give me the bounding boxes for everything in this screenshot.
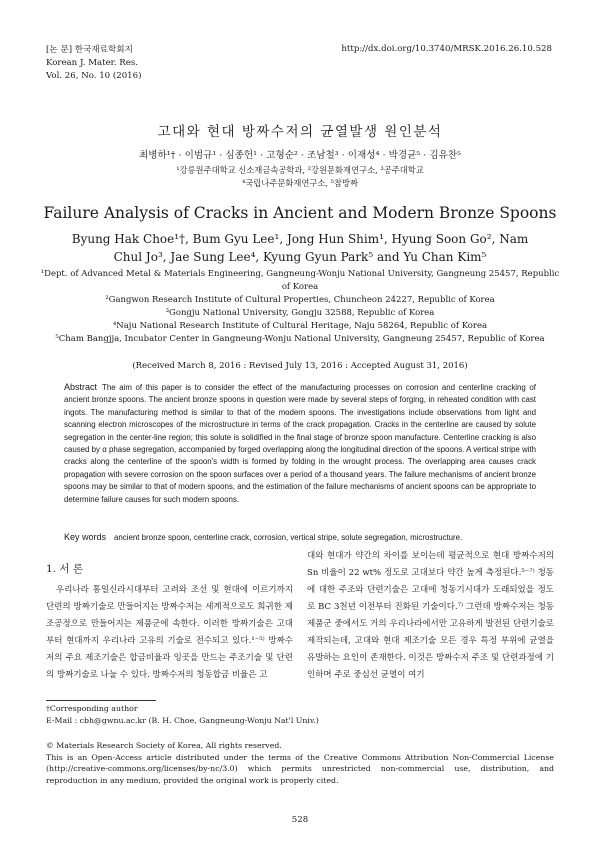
body-paragraph: 우리나라 통일신라시대부터 고려와 조선 및 현대에 이르기까지 단련의 방짜기술로 만들어지는 방짜수저는 세계적으로도 희귀한 제조공정으로 만들어지는 제품군에 속한다. 이러한 방짜기술은 고대부터 현대까지 우리나라 고유의 기술로 전수되고 있다.¹⁻⁵⁾ 방짜수저의 주요 제조기술은 합금비율과 잉곳을 만드는 주조기술 및 단련의 방짜기술로 나눌 수 있다. 방짜수저의 청동합금 비율은 고 [46,585,293,680]
license-text: This is an Open-Access article distributed under the terms of the Creative Commons Attribution Non-Commercial License (http://creative-commons.org/licenses/by-nc/3.0) which permits unrestricted non-commercial use, distribution, and reproduction in any medium, provided the original work is properly cited. [46,752,554,785]
journal-name-en: Korean J. Mater. Res. [46,58,138,68]
affiliation-kr-line: ¹강릉원주대학교 신소재금속공학과, ²강원문화재연구소, ³공주대학교 [176,165,424,175]
rights-notice [46,740,554,786]
keywords-text: ancient bronze spoon, centerline crack, corrosion, vertical stripe, solute segregation, microstructure. [114,533,463,542]
keywords-label: Key words [64,532,107,542]
body-paragraph: 대와 현대가 약간의 차이를 보이는데 평균적으로 현대 방짜수저의 Sn 비율이 22 wt% 정도로 고대보다 약간 높게 측정된다.⁵⁻⁷⁾ 청동에 대한 주조와 단련기술은 고대에 청동기시대가 도래되었을 정도로 BC 3천년 이전부터 진화된 기술이다.⁷⁾ 그런데 방짜수저는 청동 제품군 중에서도 거의 우리나라에서만 고유하게 발전된 단련기술로 제작되는데, 고대와 현대 제조기술 모든 경우 특정 부위에 균열을 유발하는 요인이 존재한다. 이것은 방짜수저 주조 및 단련과정에 기인하며 주로 중심선 균열이 여기 [307,551,554,680]
affiliation-en-line: ¹Dept. of Advanced Metal & Materials Engineering, Gangneung-Wonju National University, Gangneung 25457, Republic of Korea [40,269,560,292]
journal-volume: Vol. 26, No. 10 (2016) [46,71,142,81]
doi-link[interactable]: http://dx.doi.org/10.3740/MRSK.2016.26.10.528 [341,44,552,54]
keywords [64,531,536,544]
affiliation-en-line: ⁵Cham Bangjja, Incubator Center in Gangneung-Wonju National University, Gangneung 25457, Republic of Korea [55,334,545,344]
footnote [46,703,319,726]
affiliation-en-line: ²Gangwon Research Institute of Cultural Properties, Chuncheon 24227, Republic of Korea [105,295,495,305]
title-korean: 고대와 현대 방짜수저의 균열발생 원인분석 [157,124,443,140]
authors-english: Byung Hak Choe¹†, Bum Gyu Lee¹, Jong Hun Shim¹, Hyung Soon Go², Nam Chul Jo³, Jae Sung Lee⁴, Kyung Gyun Park⁵ and Yu Chan Kim⁵ [71,232,529,264]
abstract-text: The aim of this paper is to consider the effect of the manufacturing processes on corrosion and centerline cracking of ancient bronze spoons. The ancient bronze spoons in question were made by several steps of forging, in reheated condition with cast ingots. The manufacturing method is similar to that of the modern spoons. The investigations include observations from light and scanning electron microscopes of the microstructure in terms of the crack propagation. Cracks in the centerline are caused by solute segregation in the center-line region; this solute is solidified in the final stage of bronze spoon manufacture. Centerline cracking is also caused by α phase segregation, accompanied by forged overlapping along the longitudinal direction of the spoons. A vertical stripe with cracks along the centerline of the spoon's width is formed by folding in the wrought process. The overlapping area causes crack propagation with severe corrosion on the spoon surfaces over a period of a thousand years. The failure mechanisms of ancient bronze spoons may be similar to that of modern spoons, and the estimation of the failure mechanisms of ancient spoons can be appropriate to determine failure causes for such modern spoons. [64,383,536,504]
journal-header [46,44,141,83]
affiliations-korean [0,164,600,189]
affiliation-en-line: ⁴Naju National Research Institute of Cultural Heritage, Naju 58264, Republic of Korea [112,321,488,331]
corresponding-author: †Corresponding author [46,704,138,713]
affiliation-kr-line: ⁴국립나주문화재연구소, ⁵참방짜 [241,177,359,188]
body-column-left [46,582,293,684]
abstract [64,381,536,506]
page-number: 528 [291,815,309,825]
authors-korean: 최병하¹† · 이범규¹ · 심종헌¹ · 고형순² · 조남철³ · 이재성⁴ · 박경균⁵ · 김유찬⁵ [138,150,462,161]
section-heading-introduction: 1. 서 론 [46,563,83,575]
copyright-line: © Materials Research Society of Korea, All rights reserved. [46,741,282,750]
received-dates: (Received March 8, 2016 : Revised July 13, 2016 : Accepted August 31, 2016) [132,361,468,371]
journal-name-kr: [논 문] 한국재료학회지 [46,45,133,55]
author-email[interactable]: E-Mail : cbh@gwnu.ac.kr (B. H. Choe, Gangneung-Wonju Nat'l Univ.) [46,715,319,725]
affiliation-en-line: ³Gongju National University, Gongju 32588, Republic of Korea [165,308,435,318]
body-column-right [307,548,554,684]
title-english: Failure Analysis of Cracks in Ancient and Modern Bronze Spoons [43,204,557,222]
abstract-label: Abstract [64,382,98,392]
footnote-divider [46,700,156,701]
affiliations-english [40,268,560,346]
